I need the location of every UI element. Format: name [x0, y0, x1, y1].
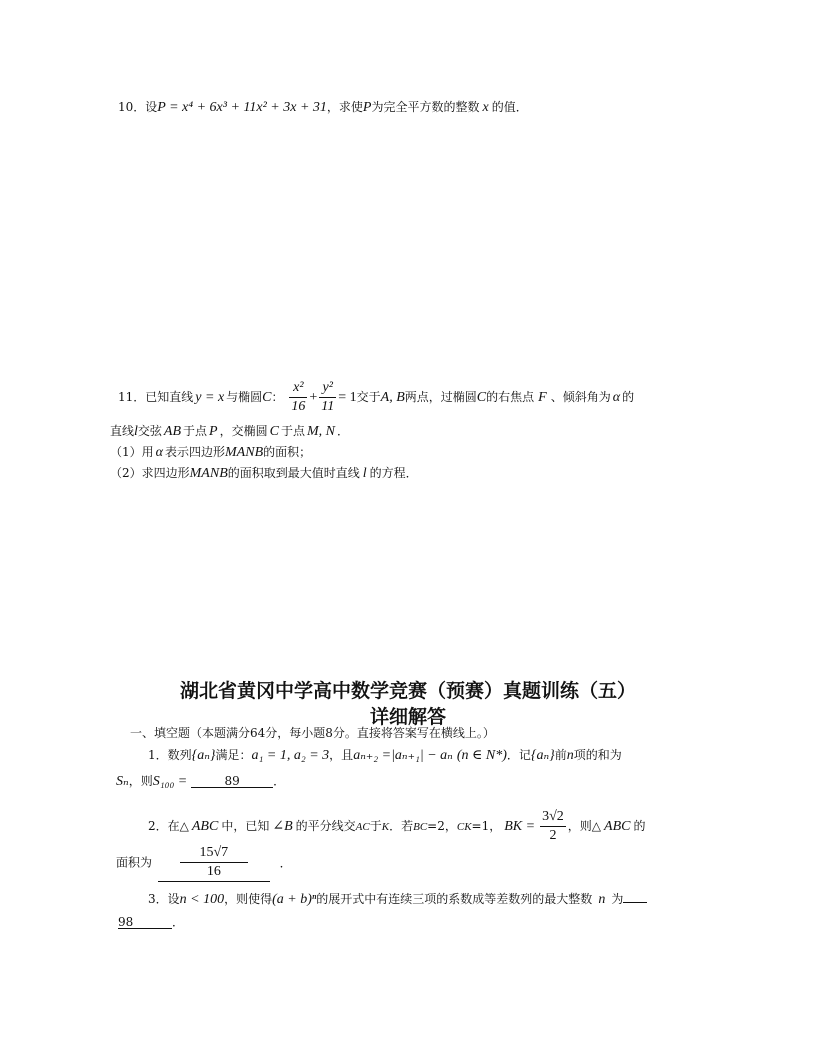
question-11-line-2: 直线l交弦 AB 于点 P ，交椭圆 C 于点 M, N ． [110, 424, 349, 439]
answer-3-line-2: 98 ． [118, 915, 185, 929]
answer-2-line-1: 2．在△ ABC 中，已知 ∠B 的平分线交AC于K．若BC=2，CK=1， BK = $\frac{3√2}{2}$ ，则△ ABC 的 [148, 809, 646, 843]
answer-3-line-1: 3．设n < 100，则使得(a + b)ⁿ的展开式中有连续三项的系数成等差数列的最大整数 n 为 [148, 893, 647, 907]
page-subtitle: 详细解答 [369, 706, 446, 728]
question-10: 10．设P = x⁴ + 6x³ + 11x² + 3x + 31，求使P为完全平方数的整数 x 的值． [118, 100, 528, 115]
section-heading: 一、填空题（本题满分64分，每小题8分。直接将答案写在横线上。） [130, 726, 495, 740]
bk-fraction: $\frac{3√2}{2}$ [542, 809, 564, 843]
answer-1-line-2: Sₙ，则S₁₀₀ = 89 ． [116, 774, 286, 789]
page-title: 湖北省黄冈中学高中数学竞赛（预赛）真题训练（五） [179, 680, 636, 702]
question-11-part-1: （1）用 α 表示四边形MANB的面积； [110, 445, 312, 460]
ellipse-fraction-y: $\frac{\text{y²}}{11}$ [321, 380, 335, 414]
answer-3-blank: 98 [118, 916, 172, 929]
answer-2-line-2: 面积为 $\frac{15√7}{16}$ ． [116, 844, 292, 882]
ellipse-fraction-x: $\frac{\text{x²}}{16}$ [291, 380, 306, 414]
answer-1-blank: 89 [191, 775, 273, 788]
answer-1-line-1: 1．数列{aₙ}满足：a₁ = 1, a₂ = 3，且aₙ₊₂ =|aₙ₊₁| − aₙ (n ∈ N*)．记{aₙ}前n项的和为 [148, 748, 622, 763]
question-11-part-2: （2）求四边形MANB的面积取到最大值时直线 l 的方程． [110, 466, 418, 481]
question-11-line-1: 11．已知直线 y = x 与椭圆C： $\frac{\text{x²}}{16}$ + $\frac{\text{y²}}{11}$ = 1交于A, B两点，过椭圆C的右焦点 F 、倾斜角为 α 的 [118, 380, 635, 414]
answer-2-blank: $\frac{15√7}{16}$ [158, 844, 270, 882]
q10-expression: P = x⁴ + 6x³ + 11x² + 3x + 31 [157, 100, 327, 115]
